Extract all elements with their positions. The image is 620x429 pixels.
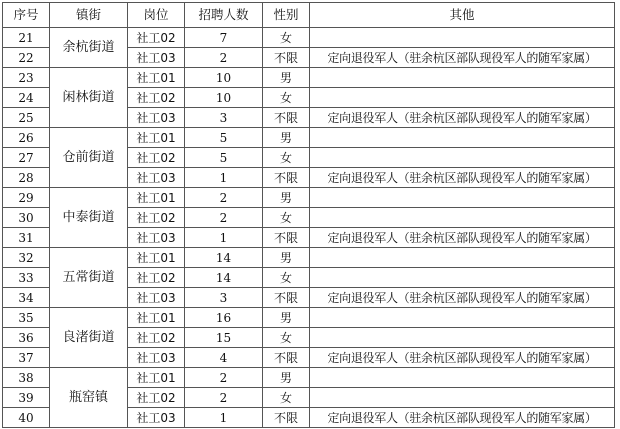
recruit-count: 5 xyxy=(185,128,263,148)
other-note: 定向退役军人（驻余杭区部队现役军人的随军家属） xyxy=(310,288,615,308)
other-note xyxy=(310,88,615,108)
recruit-count: 4 xyxy=(185,348,263,368)
town-name: 良渚街道 xyxy=(50,308,128,368)
table-row xyxy=(3,28,615,48)
row-number: 27 xyxy=(3,148,50,168)
table-header-row xyxy=(3,3,615,28)
gender: 不限 xyxy=(263,108,310,128)
recruit-count: 5 xyxy=(185,148,263,168)
header-no: 序号 xyxy=(3,3,50,28)
post-name: 社工02 xyxy=(128,388,185,408)
town-name: 五常街道 xyxy=(50,248,128,308)
gender: 女 xyxy=(263,148,310,168)
gender: 不限 xyxy=(263,228,310,248)
row-number: 32 xyxy=(3,248,50,268)
gender: 男 xyxy=(263,248,310,268)
post-name: 社工01 xyxy=(128,188,185,208)
header-post: 岗位 xyxy=(128,3,185,28)
post-name: 社工03 xyxy=(128,408,185,428)
table-row xyxy=(3,368,615,388)
recruit-count: 14 xyxy=(185,268,263,288)
post-name: 社工01 xyxy=(128,248,185,268)
header-town: 镇街 xyxy=(50,3,128,28)
other-note xyxy=(310,68,615,88)
recruit-count: 2 xyxy=(185,48,263,68)
row-number: 22 xyxy=(3,48,50,68)
gender: 不限 xyxy=(263,48,310,68)
other-note xyxy=(310,268,615,288)
table-row xyxy=(3,128,615,148)
recruit-count: 2 xyxy=(185,368,263,388)
row-number: 25 xyxy=(3,108,50,128)
other-note: 定向退役军人（驻余杭区部队现役军人的随军家属） xyxy=(310,228,615,248)
post-name: 社工02 xyxy=(128,88,185,108)
town-name: 仓前街道 xyxy=(50,128,128,188)
recruit-count: 1 xyxy=(185,408,263,428)
town-name: 余杭街道 xyxy=(50,28,128,68)
table-body xyxy=(3,28,615,428)
row-number: 21 xyxy=(3,28,50,48)
recruit-count: 2 xyxy=(185,388,263,408)
recruit-count: 16 xyxy=(185,308,263,328)
table-row xyxy=(3,68,615,88)
table-row xyxy=(3,188,615,208)
gender: 女 xyxy=(263,388,310,408)
row-number: 23 xyxy=(3,68,50,88)
row-number: 28 xyxy=(3,168,50,188)
post-name: 社工03 xyxy=(128,168,185,188)
gender: 不限 xyxy=(263,408,310,428)
other-note xyxy=(310,188,615,208)
table-row xyxy=(3,248,615,268)
gender: 男 xyxy=(263,368,310,388)
gender: 不限 xyxy=(263,168,310,188)
recruit-count: 2 xyxy=(185,208,263,228)
gender: 不限 xyxy=(263,348,310,368)
post-name: 社工02 xyxy=(128,28,185,48)
gender: 女 xyxy=(263,328,310,348)
other-note xyxy=(310,328,615,348)
recruit-count: 3 xyxy=(185,108,263,128)
row-number: 29 xyxy=(3,188,50,208)
row-number: 39 xyxy=(3,388,50,408)
other-note xyxy=(310,28,615,48)
gender: 女 xyxy=(263,88,310,108)
post-name: 社工03 xyxy=(128,348,185,368)
row-number: 40 xyxy=(3,408,50,428)
town-name: 闲林街道 xyxy=(50,68,128,128)
row-number: 31 xyxy=(3,228,50,248)
other-note: 定向退役军人（驻余杭区部队现役军人的随军家属） xyxy=(310,168,615,188)
other-note: 定向退役军人（驻余杭区部队现役军人的随军家属） xyxy=(310,348,615,368)
post-name: 社工01 xyxy=(128,128,185,148)
recruit-count: 10 xyxy=(185,88,263,108)
town-name: 中泰街道 xyxy=(50,188,128,248)
row-number: 36 xyxy=(3,328,50,348)
row-number: 26 xyxy=(3,128,50,148)
gender: 男 xyxy=(263,308,310,328)
other-note xyxy=(310,128,615,148)
other-note xyxy=(310,308,615,328)
post-name: 社工02 xyxy=(128,268,185,288)
recruit-count: 14 xyxy=(185,248,263,268)
gender: 男 xyxy=(263,68,310,88)
gender: 男 xyxy=(263,128,310,148)
other-note xyxy=(310,368,615,388)
other-note: 定向退役军人（驻余杭区部队现役军人的随军家属） xyxy=(310,108,615,128)
row-number: 34 xyxy=(3,288,50,308)
header-other: 其他 xyxy=(310,3,615,28)
gender: 不限 xyxy=(263,288,310,308)
recruitment-table xyxy=(2,2,615,428)
gender: 女 xyxy=(263,268,310,288)
other-note: 定向退役军人（驻余杭区部队现役军人的随军家属） xyxy=(310,48,615,68)
recruit-count: 1 xyxy=(185,168,263,188)
post-name: 社工01 xyxy=(128,68,185,88)
row-number: 38 xyxy=(3,368,50,388)
recruit-count: 10 xyxy=(185,68,263,88)
row-number: 24 xyxy=(3,88,50,108)
recruit-count: 15 xyxy=(185,328,263,348)
other-note xyxy=(310,388,615,408)
recruit-count: 3 xyxy=(185,288,263,308)
post-name: 社工01 xyxy=(128,308,185,328)
row-number: 30 xyxy=(3,208,50,228)
other-note xyxy=(310,248,615,268)
post-name: 社工03 xyxy=(128,228,185,248)
post-name: 社工02 xyxy=(128,328,185,348)
table-row xyxy=(3,308,615,328)
other-note xyxy=(310,208,615,228)
post-name: 社工01 xyxy=(128,368,185,388)
town-name: 瓶窑镇 xyxy=(50,368,128,428)
other-note: 定向退役军人（驻余杭区部队现役军人的随军家属） xyxy=(310,408,615,428)
recruit-count: 2 xyxy=(185,188,263,208)
post-name: 社工02 xyxy=(128,148,185,168)
gender: 女 xyxy=(263,208,310,228)
row-number: 37 xyxy=(3,348,50,368)
post-name: 社工03 xyxy=(128,288,185,308)
post-name: 社工02 xyxy=(128,208,185,228)
header-gender: 性别 xyxy=(263,3,310,28)
header-count: 招聘人数 xyxy=(185,3,263,28)
post-name: 社工03 xyxy=(128,108,185,128)
gender: 男 xyxy=(263,188,310,208)
recruit-count: 7 xyxy=(185,28,263,48)
recruit-count: 1 xyxy=(185,228,263,248)
gender: 女 xyxy=(263,28,310,48)
row-number: 35 xyxy=(3,308,50,328)
post-name: 社工03 xyxy=(128,48,185,68)
other-note xyxy=(310,148,615,168)
row-number: 33 xyxy=(3,268,50,288)
